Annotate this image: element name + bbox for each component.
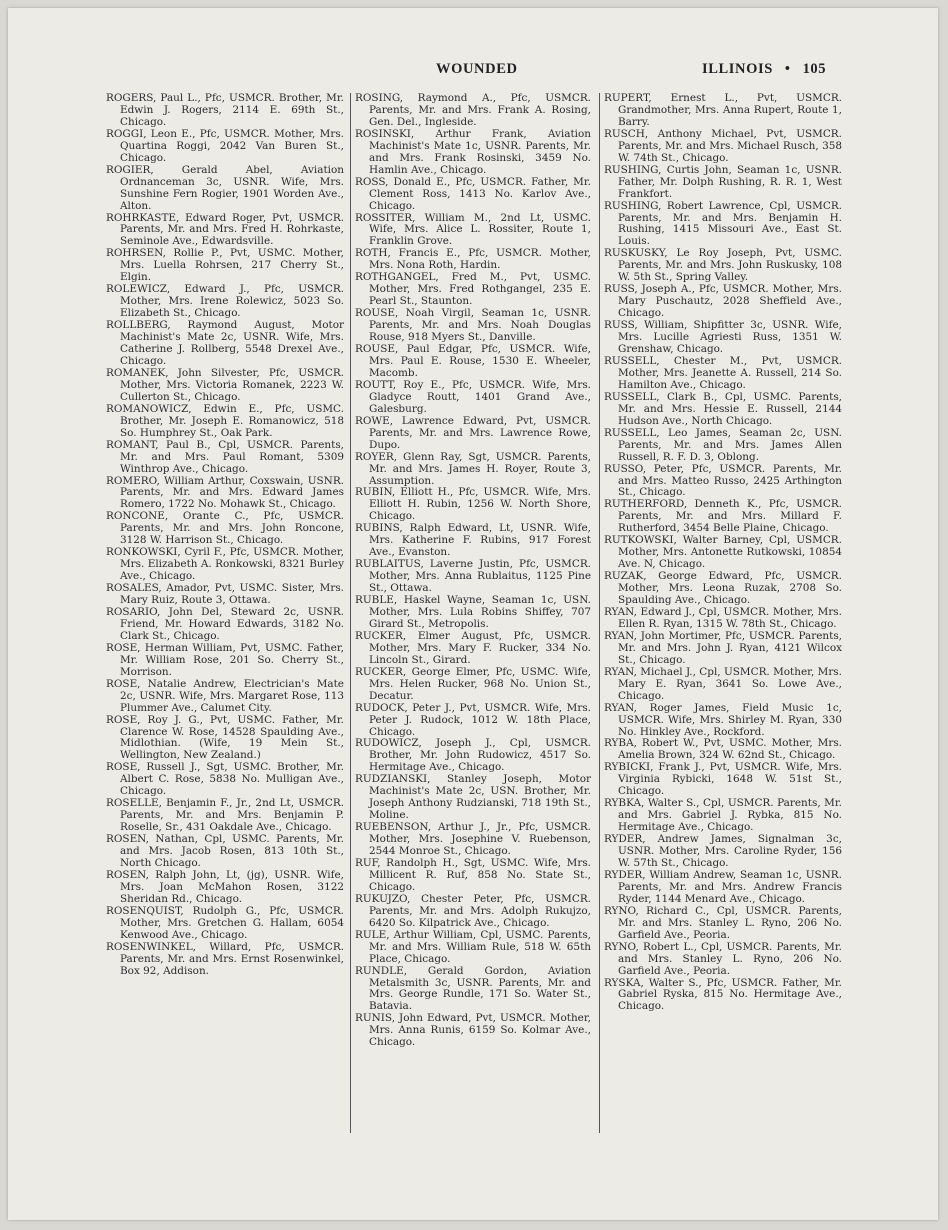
bullet-separator: • (784, 61, 791, 77)
casualty-entry: RYBKA, Walter S., Cpl, USMCR. Parents, Mr. and Mrs. Gabriel J. Rybka, 815 No. Hermitage Ave., Chicago. (604, 797, 842, 834)
column-divider (350, 93, 351, 1133)
casualty-entry: RYBICKI, Frank J., Pvt, USMCR. Wife, Mrs. Virginia Rybicki, 1648 W. 51st St., Chicago. (604, 761, 842, 798)
casualty-entry: ROSING, Raymond A., Pfc, USMCR. Parents, Mr. and Mrs. Frank A. Rosing, Gen. Del., Ingleside. (355, 92, 591, 128)
casualty-entry: ROSE, Herman William, Pvt, USMC. Father, Mr. William Rose, 201 So. Cherry St., Morrison. (106, 641, 344, 678)
casualty-entry: RUNIS, John Edward, Pvt, USMCR. Mother, Mrs. Anna Runis, 6159 So. Kolmar Ave., Chicago. (355, 1012, 591, 1049)
casualty-entry: RUF, Randolph H., Sgt, USMC. Wife, Mrs. Millicent R. Ruf, 858 No. State St., Chicago. (355, 857, 591, 893)
casualty-entry: RUCKER, Elmer August, Pfc, USMCR. Mother, Mrs. Mary F. Rucker, 334 No. Lincoln St., Girard. (355, 629, 591, 666)
casualty-entry: ROSARIO, John Del, Steward 2c, USNR. Friend, Mr. Howard Edwards, 3182 No. Clark St., Chicago. (106, 605, 344, 642)
page-number: 105 (802, 61, 827, 77)
casualty-entry: RUDZIANSKI, Stanley Joseph, Motor Machinist's Mate 2c, USN. Brother, Mr. Joseph Anthony Rudzianski, 718 19th St., Moline. (355, 773, 591, 822)
casualty-entry: RONKOWSKI, Cyril F., Pfc, USMCR. Mother, Mrs. Elizabeth A. Ronkowski, 8321 Burley Ave., Chicago. (106, 546, 344, 583)
casualty-entry: RUSKUSKY, Le Roy Joseph, Pvt, USMC. Parents, Mr. and Mrs. John Ruskusky, 108 W. 5th St., Spring Valley. (604, 247, 842, 284)
casualty-entry: RYNO, Robert L., Cpl, USMCR. Parents, Mr. and Mrs. Stanley L. Ryno, 206 No. Garfield Ave., Peoria. (604, 940, 842, 977)
document-page (8, 8, 938, 1220)
casualty-entry: ROSELLE, Benjamin F., Jr., 2nd Lt, USMCR. Parents, Mr. and Mrs. Benjamin P. Roselle, Sr., 431 Oakdale Ave., Chicago. (106, 797, 344, 834)
casualty-entry: RUBLAITUS, Laverne Justin, Pfc, USMCR. Mother, Mrs. Anna Rublaitus, 1125 Pine St., Ottawa. (355, 558, 591, 595)
casualty-entry: RUBIN, Elliott H., Pfc, USMCR. Wife, Mrs. Elliott H. Rubin, 1256 W. North Shore, Chicago. (355, 486, 591, 523)
column-divider (599, 93, 600, 1133)
casualty-entry: ROMANT, Paul B., Cpl, USMCR. Parents, Mr. and Mrs. Paul Romant, 5309 Winthrop Ave., Chicago. (106, 438, 344, 475)
casualty-entry: ROMANEK, John Silvester, Pfc, USMCR. Mother, Mrs. Victoria Romanek, 2223 W. Cullerton St., Chicago. (106, 366, 344, 403)
column-3 (604, 93, 842, 1013)
casualty-entry: RUEBENSON, Arthur J., Jr., Pfc, USMCR. Mother, Mrs. Josephine V. Ruebenson, 2544 Monroe St., Chicago. (355, 821, 591, 858)
casualty-entry: RUSHING, Robert Lawrence, Cpl, USMCR. Parents, Mr. and Mrs. Benjamin H. Rushing, 1415 Missouri Ave., East St. Louis. (604, 199, 842, 248)
casualty-entry: ROUSE, Noah Virgil, Seaman 1c, USNR. Parents, Mr. and Mrs. Noah Douglas Rouse, 918 Myers St., Danville. (355, 307, 591, 344)
casualty-entry: RUSSELL, Leo James, Seaman 2c, USN. Parents, Mr. and Mrs. James Allen Russell, R. F. D. 3, Oblong. (604, 426, 842, 463)
casualty-entry: RUSHING, Curtis John, Seaman 1c, USNR. Father, Mr. Dolph Rushing, R. R. 1, West Frankfort. (604, 163, 842, 200)
casualty-entry: ROSEN, Ralph John, Lt, (jg), USNR. Wife, Mrs. Joan McMahon Rosen, 3122 Sheridan Rd., Chicago. (106, 868, 344, 905)
casualty-entry: ROSENWINKEL, Willard, Pfc, USMCR. Parents, Mr. and Mrs. Ernst Rosenwinkel, Box 92, Addison. (106, 940, 344, 977)
casualty-entry: RUSSELL, Chester M., Pvt, USMCR. Mother, Mrs. Jeanette A. Russell, 214 So. Hamilton Ave., Chicago. (604, 354, 842, 391)
casualty-entry: ROHRSEN, Rollie P., Pvt, USMC. Mother, Mrs. Luella Rohrsen, 217 Cherry St., Elgin. (106, 247, 344, 284)
casualty-entry: RYDER, William Andrew, Seaman 1c, USNR. Parents, Mr. and Mrs. Andrew Francis Ryder, 1144 Menard Ave., Chicago. (604, 868, 842, 905)
column-2 (355, 93, 591, 1049)
casualty-entry: ROGGI, Leon E., Pfc, USMCR. Mother, Mrs. Quartina Roggi, 2042 Van Buren St., Chicago. (106, 127, 344, 164)
casualty-entry: RUSS, Joseph A., Pfc, USMCR. Mother, Mrs. Mary Puschautz, 2028 Sheffield Ave., Chicago. (604, 283, 842, 320)
casualty-entry: RUBINS, Ralph Edward, Lt, USNR. Wife, Mrs. Katherine F. Rubins, 917 Forest Ave., Evanston. (355, 522, 591, 559)
casualty-entry: ROSE, Natalie Andrew, Electrician's Mate 2c, USNR. Wife, Mrs. Margaret Rose, 113 Plummer Ave., Calumet City. (106, 677, 344, 714)
casualty-entry: RUDOWICZ, Joseph J., Cpl, USMCR. Brother, Mr. John Rudowicz, 4517 So. Hermitage Ave., Chicago. (355, 737, 591, 774)
casualty-entry: ROLLBERG, Raymond August, Motor Machinist's Mate 2c, USNR. Wife, Mrs. Catherine J. Rollberg, 5548 Drexel Ave., Chicago. (106, 319, 344, 367)
casualty-entry: RYSKA, Walter S., Pfc, USMCR. Father, Mr. Gabriel Ryska, 815 No. Hermitage Ave., Chicago. (604, 976, 842, 1013)
casualty-entry: RUBLE, Haskel Wayne, Seaman 1c, USN. Mother, Mrs. Lula Robins Shiffey, 707 Girard St., Metropolis. (355, 594, 591, 630)
casualty-entry: ROUTT, Roy E., Pfc, USMCR. Wife, Mrs. Gladyce Routt, 1401 Grand Ave., Galesburg. (355, 378, 591, 415)
casualty-entry: RUTKOWSKI, Walter Barney, Cpl, USMCR. Mother, Mrs. Antonette Rutkowski, 10854 Ave. N, Chicago. (604, 534, 842, 571)
casualty-entry: RUSSO, Peter, Pfc, USMCR. Parents, Mr. and Mrs. Matteo Russo, 2425 Arthington St., Chicago. (604, 462, 842, 499)
casualty-entry: RYAN, John Mortimer, Pfc, USMCR. Parents, Mr. and Mrs. John J. Ryan, 4121 Wilcox St., Chicago. (604, 629, 842, 666)
casualty-entry: ROSSITER, William M., 2nd Lt, USMC. Wife, Mrs. Alice L. Rossiter, Route 1, Franklin Grove. (355, 211, 591, 248)
casualty-entry: RYNO, Richard C., Cpl, USMCR. Parents, Mr. and Mrs. Stanley L. Ryno, 206 No. Garfield Ave., Peoria. (604, 904, 842, 941)
column-1 (106, 93, 344, 978)
casualty-entry: RUZAK, George Edward, Pfc, USMCR. Mother, Mrs. Leona Ruzak, 2708 So. Spaulding Ave., Chicago. (604, 570, 842, 607)
casualty-entry: RUSS, William, Shipfitter 3c, USNR. Wife, Mrs. Lucille Agriesti Russ, 1351 W. Grenshaw, Chicago. (604, 319, 842, 356)
casualty-entry: ROSE, Russell J., Sgt, USMC. Brother, Mr. Albert C. Rose, 5838 No. Mulligan Ave., Chicago. (106, 761, 344, 798)
casualty-entry: ROWE, Lawrence Edward, Pvt, USMCR. Parents, Mr. and Mrs. Lawrence Rowe, Dupo. (355, 414, 591, 451)
casualty-entry: ROSINSKI, Arthur Frank, Aviation Machinist's Mate 1c, USNR. Parents, Mr. and Mrs. Frank Rosinski, 3459 No. Hamlin Ave., Chicago. (355, 127, 591, 176)
casualty-entry: ROUSE, Paul Edgar, Pfc, USMCR. Wife, Mrs. Paul E. Rouse, 1530 E. Wheeler, Macomb. (355, 343, 591, 379)
casualty-entry: RONCONE, Orante C., Pfc, USMCR. Parents, Mr. and Mrs. John Roncone, 3128 W. Harrison St., Chicago. (106, 510, 344, 547)
running-header (702, 61, 826, 78)
casualty-entry: RYAN, Michael J., Cpl, USMCR. Mother, Mrs. Mary E. Ryan, 3641 So. Lowe Ave., Chicago. (604, 665, 842, 702)
casualty-entry: RULE, Arthur William, Cpl, USMC. Parents, Mr. and Mrs. William Rule, 518 W. 65th Place, Chicago. (355, 928, 591, 965)
casualty-entry: ROTH, Francis E., Pfc, USMCR. Mother, Mrs. Nona Roth, Hardin. (355, 247, 591, 272)
casualty-entry: RYAN, Roger James, Field Music 1c, USMCR. Wife, Mrs. Shirley M. Ryan, 330 No. Hinkley Ave., Rockford. (604, 701, 842, 738)
casualty-entry: RYBA, Robert W., Pvt, USMC. Mother, Mrs. Amelia Brown, 324 W. 62nd St., Chicago. (604, 737, 842, 762)
casualty-entry: RYAN, Edward J., Cpl, USMCR. Mother, Mrs. Ellen R. Ryan, 1315 W. 78th St., Chicago. (604, 605, 842, 630)
casualty-entry: RYDER, Andrew James, Signalman 3c, USNR. Mother, Mrs. Caroline Ryder, 156 W. 57th St., Chicago. (604, 833, 842, 869)
casualty-entry: RUDOCK, Peter J., Pvt, USMCR. Wife, Mrs. Peter J. Rudock, 1012 W. 18th Place, Chicago. (355, 701, 591, 738)
casualty-entry: ROSENQUIST, Rudolph G., Pfc, USMCR. Mother, Mrs. Gretchen G. Hallam, 6054 Kenwood Ave., Chicago. (106, 904, 344, 941)
casualty-entry: RUSCH, Anthony Michael, Pvt, USMCR. Parents, Mr. and Mrs. Michael Rusch, 358 W. 74th St., Chicago. (604, 127, 842, 164)
casualty-entry: RUNDLE, Gerald Gordon, Aviation Metalsmith 3c, USNR. Parents, Mr. and Mrs. George Rundle, 171 So. Water St., Batavia. (355, 964, 591, 1013)
casualty-entry: RUCKER, George Elmer, Pfc, USMC. Wife, Mrs. Helen Rucker, 968 No. Union St., Decatur. (355, 665, 591, 702)
casualty-entry: ROGIER, Gerald Abel, Aviation Ordnanceman 3c, USNR. Wife, Mrs. Sunshine Fern Rogier, 1901 Worden Ave., Alton. (106, 163, 344, 212)
casualty-entry: ROMERO, William Arthur, Coxswain, USNR. Parents, Mr. and Mrs. Edward James Romero, 1722 No. Mohawk St., Chicago. (106, 474, 344, 511)
casualty-entry: ROSALES, Amador, Pvt, USMC. Sister, Mrs. Mary Ruiz, Route 3, Ottawa. (106, 582, 344, 607)
casualty-entry: ROSEN, Nathan, Cpl, USMC. Parents, Mr. and Mrs. Jacob Rosen, 813 10th St., North Chicago. (106, 833, 344, 869)
casualty-entry: ROSS, Donald E., Pfc, USMCR. Father, Mr. Clement Ross, 1413 No. Karlov Ave., Chicago. (355, 175, 591, 212)
casualty-entry: ROHRKASTE, Edward Roger, Pvt, USMCR. Parents, Mr. and Mrs. Fred H. Rohrkaste, Seminole Ave., Edwardsville. (106, 211, 344, 248)
casualty-entry: ROYER, Glenn Ray, Sgt, USMCR. Parents, Mr. and Mrs. James H. Royer, Route 3, Assumption. (355, 450, 591, 487)
casualty-entry: ROMANOWICZ, Edwin E., Pfc, USMC. Brother, Mr. Joseph E. Romanowicz, 518 So. Humphrey St., Oak Park. (106, 402, 344, 439)
state-name: ILLINOIS (702, 61, 773, 77)
casualty-entry: RUSSELL, Clark B., Cpl, USMC. Parents, Mr. and Mrs. Hessie E. Russell, 2144 Hudson Ave., North Chicago. (604, 390, 842, 427)
page-title: WOUNDED (436, 61, 518, 77)
casualty-entry: ROTHGANGEL, Fred M., Pvt, USMC. Mother, Mrs. Fred Rothgangel, 235 E. Pearl St., Staunton. (355, 271, 591, 308)
casualty-entry: ROLEWICZ, Edward J., Pfc, USMCR. Mother, Mrs. Irene Rolewicz, 5023 So. Elizabeth St., Chicago. (106, 283, 344, 320)
casualty-entry: RUPERT, Ernest L., Pvt, USMCR. Grandmother, Mrs. Anna Rupert, Route 1, Barry. (604, 92, 842, 128)
casualty-entry: RUKUJZO, Chester Peter, Pfc, USMCR. Parents, Mr. and Mrs. Adolph Rukujzo, 6420 So. Kilpatrick Ave., Chicago. (355, 892, 591, 929)
casualty-entry: ROGERS, Paul L., Pfc, USMCR. Brother, Mr. Edwin J. Rogers, 2114 E. 69th St., Chicago. (106, 92, 344, 128)
casualty-entry: ROSE, Roy J. G., Pvt, USMC. Father, Mr. Clarence W. Rose, 14528 Spaulding Ave., Midlothian. (Wife, 19 Mein St., Wellington, New Zealand.) (106, 713, 344, 762)
casualty-entry: RUTHERFORD, Denneth K., Pfc, USMCR. Parents, Mr. and Mrs. Millard F. Rutherford, 3454 Belle Plaine, Chicago. (604, 498, 842, 535)
